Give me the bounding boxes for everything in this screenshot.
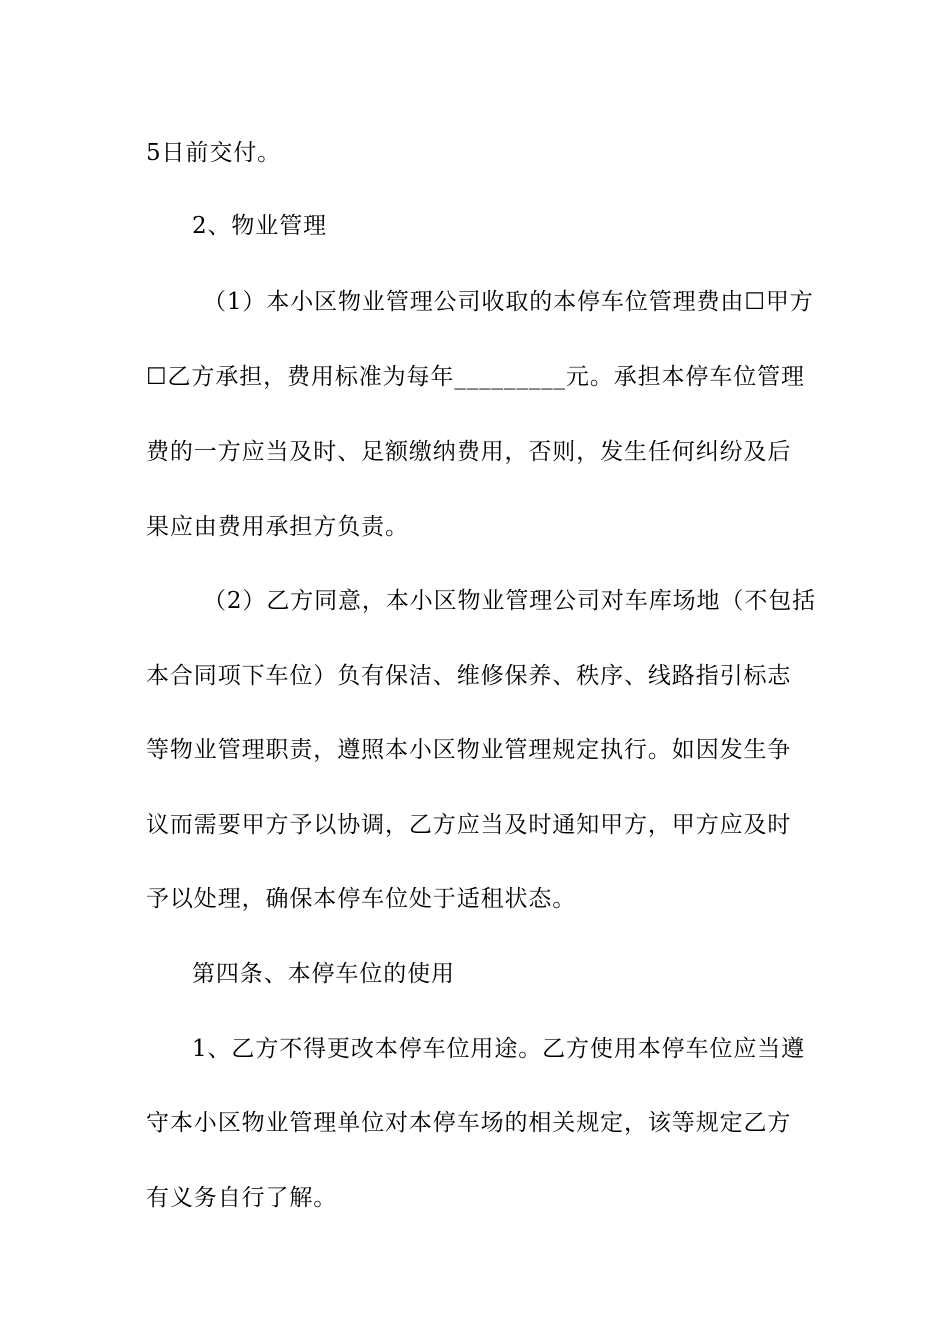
paragraph-2-line-5: 予以处理，确保本停车位处于适租状态。 (146, 886, 577, 912)
paragraph-2-line-4: 议而需要甲方予以协调，乙方应当及时通知甲方，甲方应及时 (146, 812, 792, 838)
paragraph-1-line-1: （1）本小区物业管理公司收取的本停车位管理费由☐甲方 (203, 289, 814, 315)
article-four-heading: 第四条、本停车位的使用 (192, 961, 455, 987)
paragraph-3-line-1: 1、乙方不得更改本停车位用途。乙方使用本停车位应当遵 (192, 1036, 806, 1062)
paragraph-2-line-3: 等物业管理职责，遵照本小区物业管理规定执行。如因发生争 (146, 737, 792, 763)
paragraph-1-line-4: 果应由费用承担方负责。 (146, 514, 409, 540)
paragraph-3-line-2: 守本小区物业管理单位对本停车场的相关规定，该等规定乙方 (146, 1110, 792, 1136)
paragraph-2-line-1: （2）乙方同意，本小区物业管理公司对车库场地（不包括 (203, 588, 817, 614)
paragraph-1-line-3: 费的一方应当及时、足额缴纳费用，否则，发生任何纠纷及后 (146, 439, 792, 465)
paragraph-2-line-2: 本合同项下车位）负有保洁、维修保养、秩序、线路指引标志 (146, 663, 792, 689)
section-heading-property-management: 2、物业管理 (192, 213, 328, 239)
paragraph-3-line-3: 有义务自行了解。 (146, 1185, 338, 1211)
paragraph-1-line-2: ☐乙方承担，费用标准为每年_________元。承担本停车位管理 (146, 364, 805, 390)
text-line-delivery-date: 5日前交付。 (146, 140, 282, 166)
